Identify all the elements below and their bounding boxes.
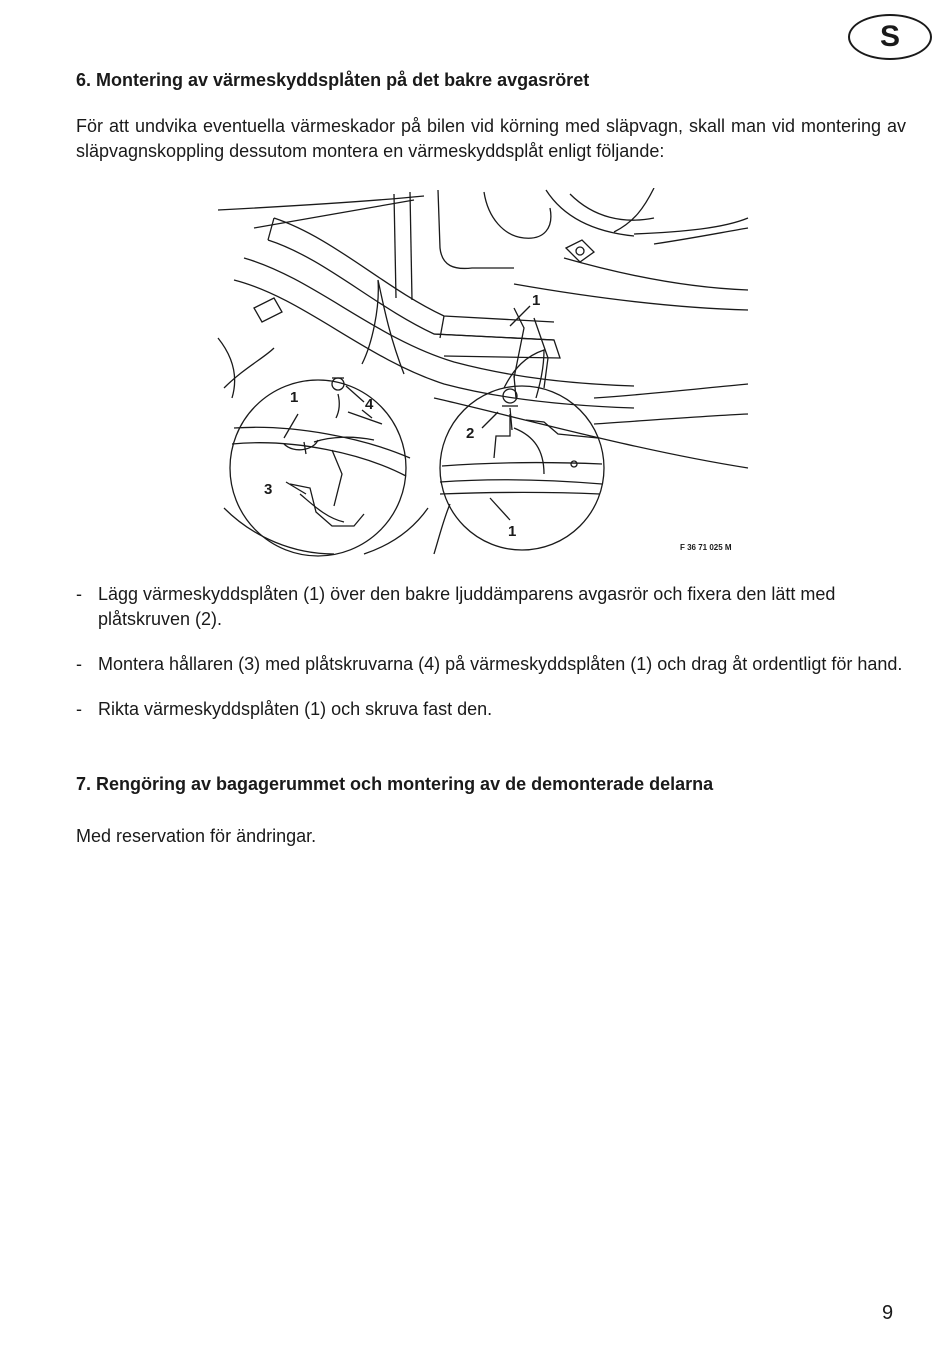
section-6-intro: För att undvika eventuella värmeskador på bilen vid körning med släpvagn, skall man vid montering av släpvagnskoppling dessutom montera en värmeskyddsplåt enligt följande: bbox=[76, 116, 906, 161]
figure-label-left-3: 3 bbox=[264, 481, 273, 498]
step-text: Lägg värmeskyddsplåten (1) över den bakre ljuddämparens avgasrör och fixera den lätt med plåtskruven (2). bbox=[98, 584, 836, 629]
step-bullet: - bbox=[76, 654, 82, 674]
figure-label-left-4: 4 bbox=[365, 396, 374, 413]
figure-label-left-1: 1 bbox=[290, 389, 299, 406]
step-text: Montera hållaren (3) med plåtskruvarna (4) på värmeskyddsplåten (1) och drag åt ordentligt för hand. bbox=[98, 654, 903, 674]
page-number: 9 bbox=[882, 1302, 894, 1324]
instruction-step bbox=[76, 652, 906, 677]
instruction-steps bbox=[76, 582, 906, 742]
instruction-step bbox=[76, 582, 906, 632]
figure-label-right-2: 2 bbox=[466, 425, 475, 442]
heat-shield-figure bbox=[214, 188, 754, 560]
closing-note: Med reservation för ändringar. bbox=[76, 826, 317, 846]
section-7-heading: 7. Rengöring av bagagerummet och montering av de demonterade delarna bbox=[76, 774, 714, 794]
language-badge: S bbox=[848, 14, 932, 60]
instruction-step bbox=[76, 697, 906, 722]
section-6-heading: 6. Montering av värmeskyddsplåten på det bakre avgasröret bbox=[76, 70, 590, 90]
figure-label-main-1: 1 bbox=[532, 292, 541, 309]
figure-code: F 36 71 025 M bbox=[680, 543, 732, 552]
figure-label-right-1: 1 bbox=[508, 523, 517, 540]
step-bullet: - bbox=[76, 699, 82, 719]
heat-shield-illustration bbox=[214, 188, 754, 560]
step-bullet: - bbox=[76, 584, 82, 604]
step-text: Rikta värmeskyddsplåten (1) och skruva fast den. bbox=[98, 699, 493, 719]
